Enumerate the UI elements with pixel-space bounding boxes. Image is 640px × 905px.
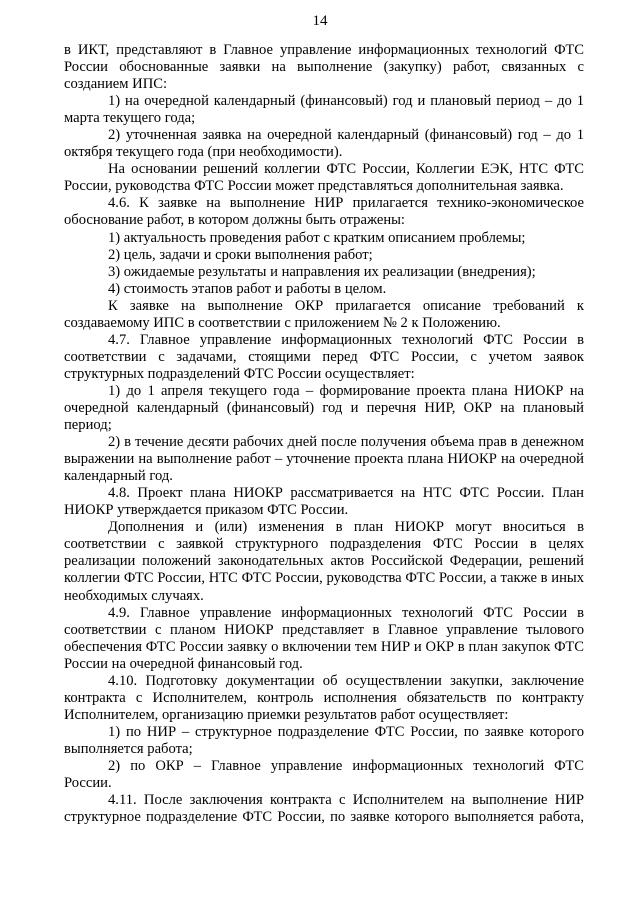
- paragraph: Дополнения и (или) изменения в план НИОКР могут вноситься в соответствии с заявкой структурного подразделения ФТС России в целях реализации положений законодательных актов Российской Федерации, решений коллегии ФТС России, НТС ФТС России, руководства ФТС России, а также в иных необходимых случаях.: [64, 519, 584, 604]
- paragraph: 2) цель, задачи и сроки выполнения работ;: [108, 246, 373, 263]
- paragraph: 4) стоимость этапов работ и работы в целом.: [108, 280, 387, 297]
- paragraph: 1) на очередной календарный (финансовый) год и плановый период – до 1 марта текущего года;: [64, 93, 584, 127]
- paragraph: К заявке на выполнение ОКР прилагается описание требований к создаваемому ИПС в соответствии с приложением № 2 к Положению.: [64, 297, 584, 331]
- paragraph: в ИКТ, представляют в Главное управление информационных технологий ФТС России обоснованные заявки на выполнение (закупку) работ, связанных с созданием ИПС:: [64, 42, 584, 93]
- paragraph: 4.6. К заявке на выполнение НИР прилагается технико-экономическое обоснование работ, в котором должны быть отражены:: [64, 195, 584, 229]
- paragraph: 4.8. Проект плана НИОКР рассматривается на НТС ФТС России. План НИОКР утверждается приказом ФТС России.: [64, 485, 584, 519]
- paragraph: 3) ожидаемые результаты и направления их реализации (внедрения);: [108, 263, 536, 280]
- paragraph: 2) по ОКР – Главное управление информационных технологий ФТС России.: [64, 757, 584, 792]
- paragraph: 1) до 1 апреля текущего года – формирование проекта плана НИОКР на очередной календарный (финансовый) год и перечня НИР, ОКР на плановый период;: [64, 382, 584, 434]
- paragraph: 4.7. Главное управление информационных технологий ФТС России в соответствии с задачами, стоящими перед ФТС России, с учетом заявок структурных подразделений ФТС России осуществляет:: [64, 331, 584, 382]
- paragraph: 4.9. Главное управление информационных технологий ФТС России в соответствии с планом НИОКР представляет в Главное управление тылового обеспечения ФТС России заявку о включении тем НИР и ОКР в план закупок ФТС России на очередной финансовый год.: [64, 604, 584, 672]
- paragraph: 1) актуальность проведения работ с кратким описанием проблемы;: [108, 229, 526, 246]
- paragraph: 4.11. После заключения контракта с Исполнителем на выполнение НИР структурное подразделение ФТС России, по заявке которого выполняется работа,: [64, 792, 584, 826]
- paragraph: 2) уточненная заявка на очередной календарный (финансовый) год – до 1 октября текущего года (при необходимости).: [64, 127, 584, 161]
- document-body: [64, 42, 584, 826]
- paragraph: На основании решений коллегии ФТС России, Коллегии ЕЭК, НТС ФТС России, руководства ФТС России может представляться дополнительная заявка.: [64, 161, 584, 195]
- page-number: 14: [312, 13, 328, 29]
- paragraph: 4.10. Подготовку документации об осуществлении закупки, заключение контракта с Исполнителем, контроль исполнения обязательств по контракту Исполнителем, организацию приемки результатов работ осуществляет:: [64, 672, 584, 723]
- paragraph: 1) по НИР – структурное подразделение ФТС России, по заявке которого выполняется работа;: [64, 723, 584, 757]
- paragraph: 2) в течение десяти рабочих дней после получения объема прав в денежном выражении на выполнение работ – уточнение проекта плана НИОКР на очередной календарный год.: [64, 434, 584, 485]
